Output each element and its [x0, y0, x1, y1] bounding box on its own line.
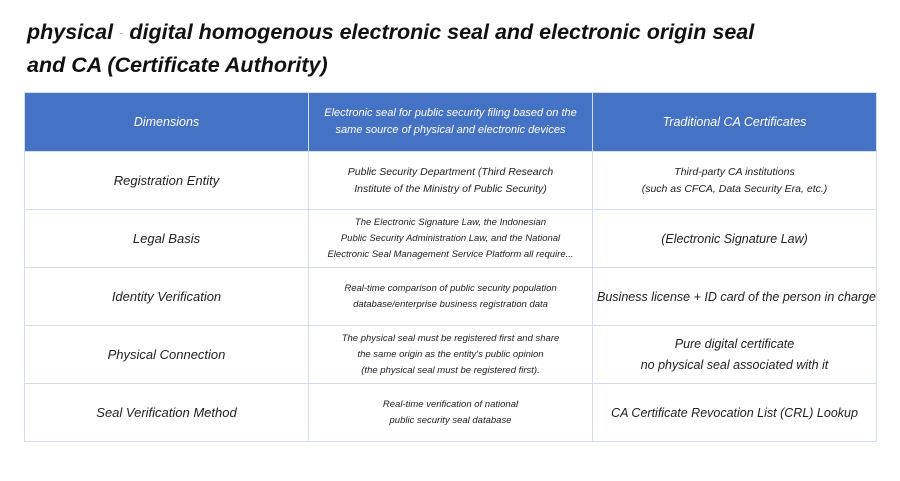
- table-row: [25, 152, 877, 210]
- cell-dimension: Seal Verification Method: [25, 384, 309, 442]
- cell-ca: Pure digital certificate no physical seal associated with it: [593, 326, 877, 384]
- table-row: [25, 384, 877, 442]
- cell-seal: The Electronic Signature Law, the Indonesian Public Security Administration Law, and the National Electronic Seal Management Service Platform all require...: [309, 210, 593, 268]
- header-public-security-seal: Electronic seal for public security filing based on the same source of physical and electronic devices: [309, 93, 593, 152]
- comparison-table: [24, 92, 877, 442]
- table-row: [25, 326, 877, 384]
- cell-ca: (Electronic Signature Law): [593, 210, 877, 268]
- table-row: [25, 268, 877, 326]
- cell-dimension: Identity Verification: [25, 268, 309, 326]
- cell-seal: The physical seal must be registered first and share the same origin as the entity's public opinion (the physical seal must be registered first).: [309, 326, 593, 384]
- cell-seal: Real-time comparison of public security population database/enterprise business registration data: [309, 268, 593, 326]
- title-part-digital: digital homogenous electronic seal and electronic origin seal: [129, 20, 755, 44]
- header-traditional-ca: Traditional CA Certificates: [593, 93, 877, 152]
- cell-ca: CA Certificate Revocation List (CRL) Lookup: [593, 384, 877, 442]
- title-part-physical: physical: [27, 20, 114, 44]
- cell-dimension: Physical Connection: [25, 326, 309, 384]
- page-title: [27, 16, 867, 81]
- cell-dimension: Legal Basis: [25, 210, 309, 268]
- cell-seal: Public Security Department (Third Research Institute of the Ministry of Public Security): [309, 152, 593, 210]
- table-header-row: [25, 93, 877, 152]
- title-line-2: and CA (Certificate Authority): [27, 53, 328, 78]
- table-row: [25, 210, 877, 268]
- title-separator: -: [119, 25, 124, 41]
- cell-ca: Business license + ID card of the person in charge: [593, 268, 877, 326]
- cell-dimension: Registration Entity: [25, 152, 309, 210]
- cell-seal: Real-time verification of national public security seal database: [309, 384, 593, 442]
- header-dimensions: Dimensions: [25, 93, 309, 152]
- cell-ca: Third-party CA institutions (such as CFCA, Data Security Era, etc.): [593, 152, 877, 210]
